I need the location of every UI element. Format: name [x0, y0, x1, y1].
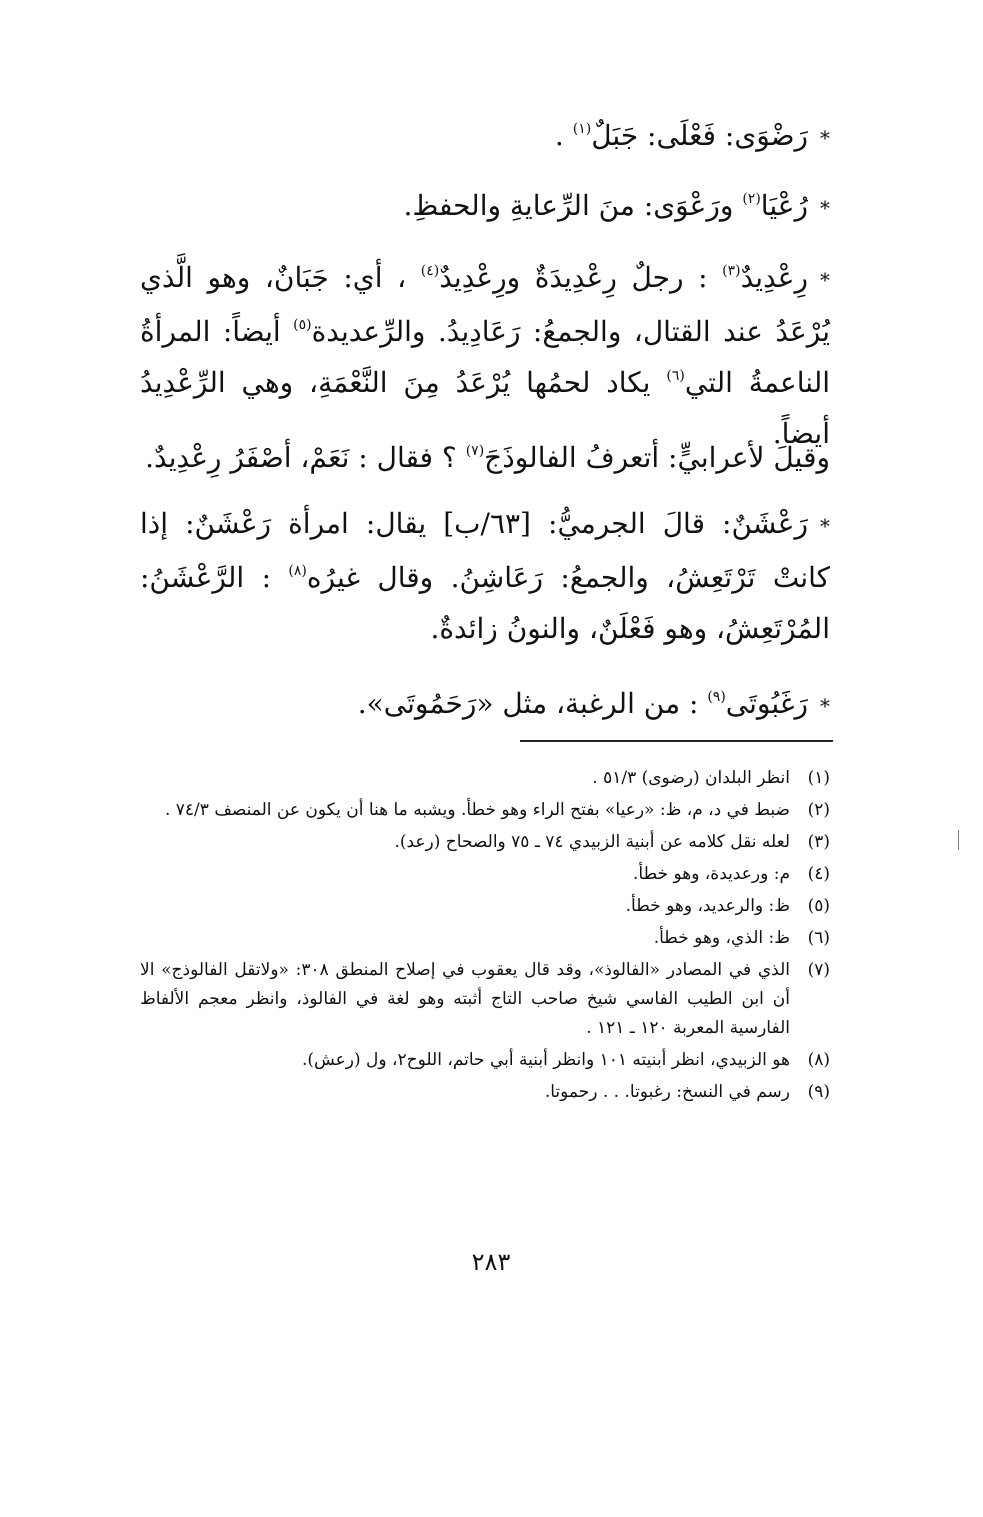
- entry-radwa: [140, 110, 830, 164]
- footnote-item: [140, 924, 830, 953]
- entry-text: وقيلَ لأعرابيٍّ: أتعرفُ الفالوذَجَ: [484, 441, 830, 474]
- footnote-number: (٤): [807, 864, 830, 884]
- entry-rashan: [140, 498, 830, 654]
- footnote-separator: [520, 740, 833, 742]
- entry-text: : من الرغبة، مثل «رَحَمُوتَى».: [357, 687, 708, 720]
- footnote-text: لعله نقل كلامه عن أبنية الزبيدي ٧٤ ـ ٧٥ والصحاح (رعد).: [394, 832, 790, 852]
- entry-text: ، أي: جَبَانٌ، وهو الَّذي يُرْعَدُ عند القتال، والجمعُ: رَعَادِيدُ. والرِّعديدة: [140, 261, 831, 348]
- footnote-ref: (٤): [420, 263, 440, 279]
- entry-marker: *: [820, 196, 830, 220]
- footnote-ref: (٦): [666, 368, 685, 384]
- footnote-ref: (١): [572, 121, 592, 137]
- footnote-item: [140, 764, 830, 793]
- footnote-number: (٢): [807, 800, 830, 820]
- footnote-ref: (٥): [293, 317, 312, 333]
- entry-text: ؟ فقال : نَعَمْ، أصْفَرُ رِعْدِيدٌ.: [145, 441, 466, 474]
- footnote-ref: (٢): [742, 191, 761, 207]
- entry-raghabuta: [140, 678, 830, 732]
- footnote-text: انظر البلدان (رضوى) ٥١/٣ .: [592, 768, 790, 788]
- footnote-item: [140, 860, 830, 889]
- entry-marker: *: [820, 694, 830, 718]
- entry-text: رَغَبُوتَى: [725, 687, 808, 720]
- footnote-item: [140, 1046, 830, 1075]
- entry-marker: *: [820, 514, 830, 538]
- footnote-number: (٣): [807, 832, 830, 852]
- entry-text: رِعْدِيدٌ: [740, 261, 809, 294]
- entry-text: رَعْشَنٌ: قالَ الجرميُّ: [٦٣/ب] يقال: امرأة رَعْشَنٌ: إذا كانتْ تَرْتَعِشُ، والجمعُ: رَعَاشِنُ. وقال غيرُه: [140, 507, 830, 594]
- footnote-text: رسم في النسخ: رغبوتا. . . رحموتا.: [544, 1082, 790, 1102]
- footnote-ref: (٣): [722, 263, 741, 279]
- entry-marker: *: [820, 126, 830, 150]
- footnote-text: هو الزبيدي، انظر أبنيته ١٠١ وانظر أبنية أبي حاتم، اللوح٢، ول (رعش).: [301, 1050, 790, 1070]
- footnote-text: ظ: والرعديد، وهو خطأ.: [625, 896, 790, 916]
- footnote-text: الذي في المصادر «الفالوذ»، وقد قال يعقوب في إصلاح المنطق ٣٠٨: «ولاتقل الفالوذج» الا أن ابن الطيب الفاسي شيخ صاحب التاج أثبته وهو لغة في الفالوذ، وانظر معجم الألفاظ الفارسية المعربة ١٢٠ ـ ١٢١ .: [140, 960, 790, 1038]
- entry-bedouin-anecdote: [140, 432, 830, 483]
- entry-text: : رجلٌ رِعْدِيدَةٌ ورِعْدِيدٌ: [439, 261, 723, 294]
- page-number: ٢٨٣: [471, 1248, 511, 1276]
- entry-text: أيضاً: المرأةُ الناعمةُ التي: [140, 315, 830, 399]
- footnote-item: [140, 956, 830, 1043]
- footnote-number: (٩): [807, 1082, 830, 1102]
- footnote-text: ظ: الذي، وهو خطأ.: [653, 928, 790, 948]
- footnotes: [140, 764, 830, 1110]
- entry-text: .: [554, 119, 573, 152]
- footnote-ref: (٨): [288, 563, 307, 579]
- footnote-item: [140, 1078, 830, 1107]
- footnote-ref: (٩): [707, 689, 726, 705]
- footnote-number: (٨): [807, 1050, 830, 1070]
- entry-text: ورَعْوَى: منَ الرِّعايةِ والحفظِ.: [403, 189, 743, 222]
- entry-marker: *: [820, 268, 831, 292]
- entry-text: رُعْيَا: [760, 189, 808, 222]
- entry-text: رَضْوَى: فَعْلَى: جَبَلٌ: [591, 119, 808, 152]
- footnote-ref: (٧): [465, 443, 485, 459]
- footnote-number: (٥): [807, 896, 830, 916]
- footnote-text: ضبط في د، م، ظ: «رعيا» بفتح الراء وهو خطأ. ويشبه ما هنا أن يكون عن المنصف ٧٤/٣ .: [164, 800, 790, 820]
- footnote-text: م: ورعديدة، وهو خطأ.: [633, 864, 790, 884]
- footnote-item: [140, 892, 830, 921]
- entry-text: يكاد لحمُها يُرْعَدُ مِنَ النَّعْمَةِ، وهي الرِّعْدِيدُ أيضاً.: [140, 366, 830, 450]
- footnote-item: [140, 796, 830, 825]
- footnote-number: (١): [807, 768, 830, 788]
- entry-ruya: [140, 180, 830, 234]
- scan-edge-mark: [958, 830, 959, 850]
- footnote-number: (٦): [807, 928, 830, 948]
- footnote-number: (٧): [807, 960, 830, 980]
- footnote-item: [140, 828, 830, 857]
- entry-text: : الرَّعْشَنُ: المُرْتَعِشُ، وهو فَعْلَنٌ، والنونُ زائدةٌ.: [140, 561, 830, 645]
- entry-ridid: [140, 252, 830, 459]
